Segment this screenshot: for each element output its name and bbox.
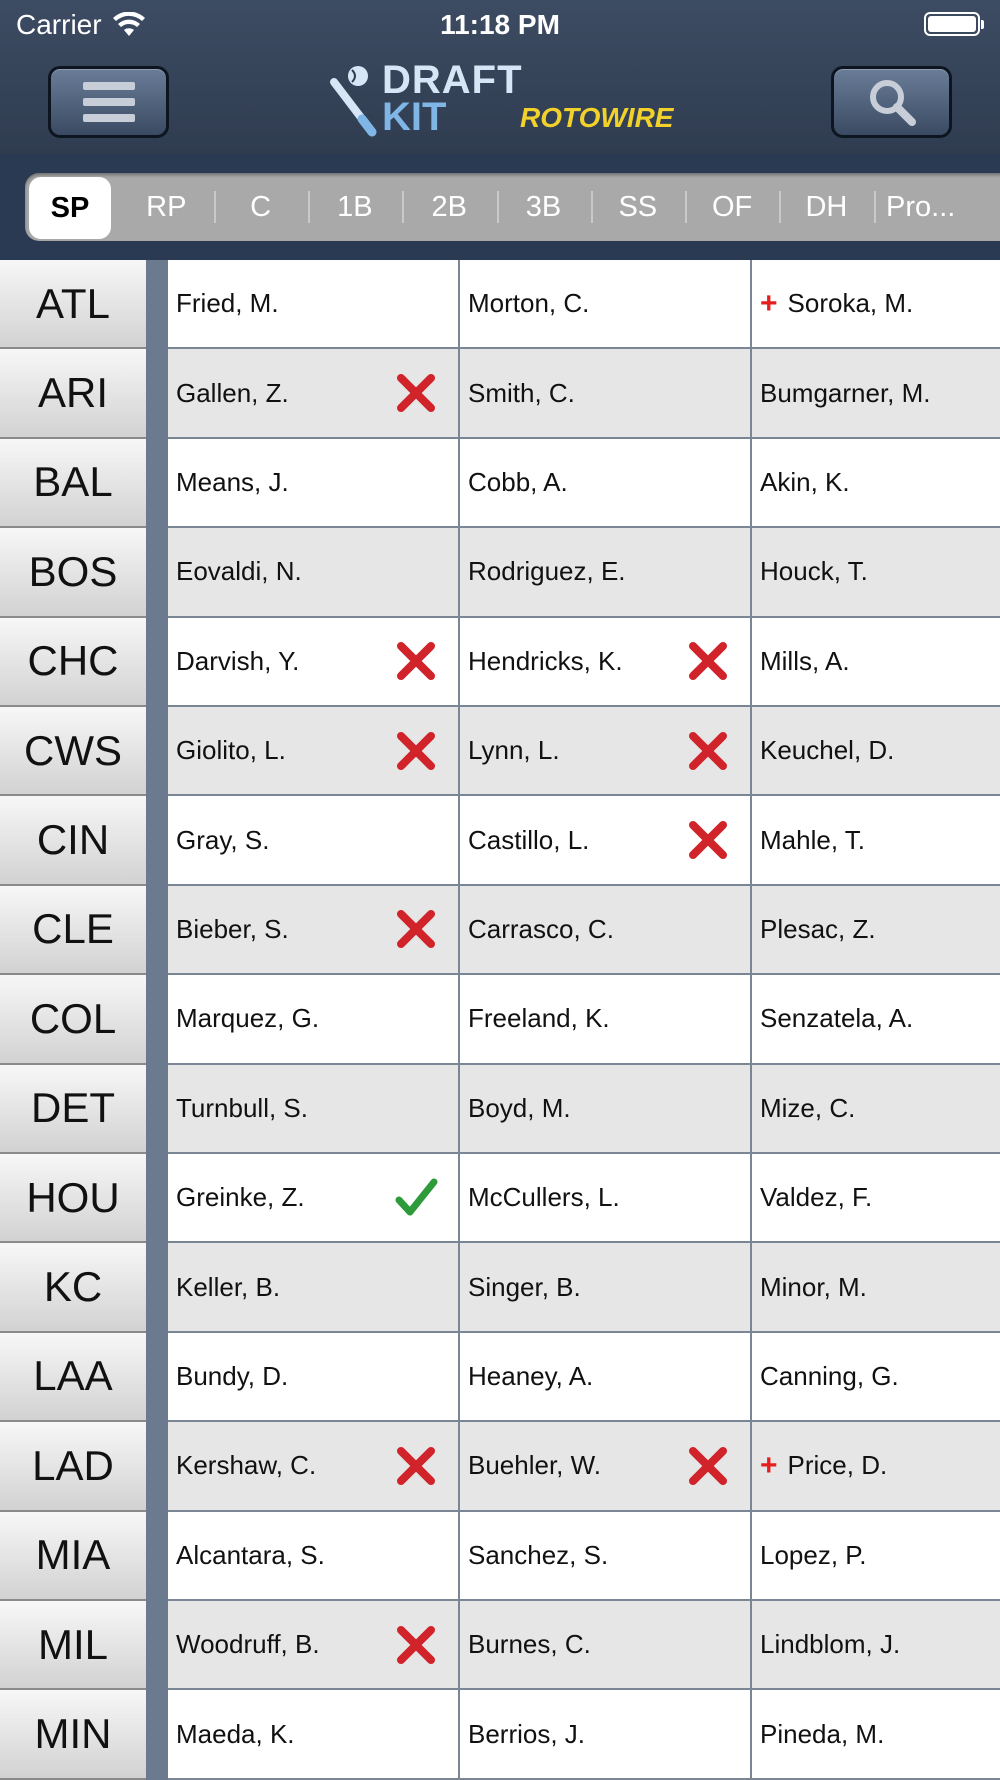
player-name: Valdez, F. bbox=[760, 1182, 873, 1213]
player-cell[interactable] bbox=[168, 1065, 460, 1154]
carrier-label: Carrier bbox=[16, 9, 146, 41]
player-name: Eovaldi, N. bbox=[176, 556, 302, 587]
player-cell[interactable] bbox=[460, 886, 752, 975]
player-name: Keuchel, D. bbox=[760, 735, 895, 766]
player-name: Maeda, K. bbox=[176, 1718, 295, 1749]
player-name: Sanchez, S. bbox=[468, 1539, 609, 1570]
team-row bbox=[0, 1690, 1000, 1779]
x-mark-icon bbox=[394, 371, 438, 415]
menu-button[interactable] bbox=[48, 66, 169, 138]
player-name: Bundy, D. bbox=[176, 1360, 289, 1391]
team-row bbox=[0, 975, 1000, 1064]
player-cell[interactable] bbox=[752, 1512, 1000, 1601]
player-name: Morton, C. bbox=[468, 288, 590, 319]
team-row bbox=[0, 260, 1000, 349]
column-divider bbox=[146, 1154, 168, 1243]
team-label[interactable]: CWS bbox=[0, 707, 146, 796]
player-cell[interactable] bbox=[460, 707, 752, 796]
x-mark-icon bbox=[394, 639, 438, 683]
column-divider bbox=[146, 1690, 168, 1779]
column-divider bbox=[146, 975, 168, 1064]
team-label[interactable]: MIN bbox=[0, 1690, 146, 1779]
player-name: Castillo, L. bbox=[468, 824, 590, 855]
team-row bbox=[0, 1243, 1000, 1332]
hamburger-icon bbox=[83, 82, 135, 122]
player-name: Boyd, M. bbox=[468, 1092, 571, 1123]
player-cell[interactable] bbox=[460, 1690, 752, 1779]
team-label[interactable]: MIL bbox=[0, 1601, 146, 1690]
player-cell[interactable] bbox=[168, 1154, 460, 1243]
player-name: Price, D. bbox=[787, 1450, 888, 1481]
player-name: Akin, K. bbox=[760, 466, 850, 497]
x-mark-icon bbox=[394, 907, 438, 951]
player-name: Smith, C. bbox=[468, 377, 575, 408]
player-cell[interactable] bbox=[460, 618, 752, 707]
team-row bbox=[0, 1422, 1000, 1511]
player-cell[interactable] bbox=[752, 1065, 1000, 1154]
team-label[interactable]: CHC bbox=[0, 618, 146, 707]
player-cell[interactable] bbox=[752, 707, 1000, 796]
player-cell[interactable] bbox=[460, 1333, 752, 1422]
player-cell[interactable] bbox=[752, 1154, 1000, 1243]
player-name: Fried, M. bbox=[176, 288, 279, 319]
status-bar bbox=[0, 0, 1000, 50]
player-cell[interactable] bbox=[752, 1690, 1000, 1779]
player-name: Lynn, L. bbox=[468, 735, 560, 766]
tab-dh[interactable]: DH bbox=[779, 173, 873, 241]
player-cell[interactable] bbox=[752, 1333, 1000, 1422]
player-name: Keller, B. bbox=[176, 1271, 281, 1302]
player-cell[interactable] bbox=[460, 260, 752, 349]
team-label[interactable]: LAD bbox=[0, 1422, 146, 1511]
player-cell[interactable] bbox=[752, 796, 1000, 885]
search-button[interactable] bbox=[831, 66, 952, 138]
player-name: Kershaw, C. bbox=[176, 1450, 317, 1481]
column-divider bbox=[146, 1422, 168, 1511]
column-divider bbox=[146, 1333, 168, 1422]
rotowire-logo: ROTOWIRE bbox=[520, 102, 674, 133]
team-label[interactable]: COL bbox=[0, 975, 146, 1064]
tab-1b[interactable]: 1B bbox=[308, 173, 402, 241]
player-cell[interactable] bbox=[752, 439, 1000, 528]
player-name: Pineda, M. bbox=[760, 1718, 885, 1749]
team-label[interactable]: KC bbox=[0, 1243, 146, 1332]
team-label[interactable]: ARI bbox=[0, 349, 146, 438]
player-cell[interactable] bbox=[460, 1512, 752, 1601]
player-cell[interactable] bbox=[460, 1243, 752, 1332]
tab-2b[interactable]: 2B bbox=[402, 173, 496, 241]
player-name: Darvish, Y. bbox=[176, 645, 300, 676]
team-label[interactable]: CLE bbox=[0, 886, 146, 975]
column-divider bbox=[146, 1601, 168, 1690]
bat-ball-icon bbox=[322, 64, 382, 140]
x-mark-icon bbox=[394, 729, 438, 773]
player-name: Plesac, Z. bbox=[760, 913, 876, 944]
player-cell[interactable] bbox=[168, 349, 460, 438]
player-name: Canning, G. bbox=[760, 1360, 899, 1391]
player-cell[interactable] bbox=[168, 1512, 460, 1601]
team-row bbox=[0, 707, 1000, 796]
status-time: 11:18 PM bbox=[440, 9, 560, 40]
player-name: Means, J. bbox=[176, 466, 289, 497]
player-cell[interactable] bbox=[168, 1690, 460, 1779]
checkmark-icon bbox=[394, 1176, 438, 1220]
player-cell[interactable] bbox=[168, 707, 460, 796]
player-name: Turnbull, S. bbox=[176, 1092, 308, 1123]
player-cell[interactable] bbox=[168, 439, 460, 528]
player-cell[interactable] bbox=[752, 886, 1000, 975]
team-label[interactable]: BOS bbox=[0, 528, 146, 617]
player-cell[interactable] bbox=[460, 439, 752, 528]
player-cell[interactable] bbox=[168, 618, 460, 707]
team-label[interactable]: LAA bbox=[0, 1333, 146, 1422]
team-row bbox=[0, 1154, 1000, 1243]
player-name: Rodriguez, E. bbox=[468, 556, 626, 587]
team-row bbox=[0, 1601, 1000, 1690]
app-header bbox=[0, 0, 1000, 154]
player-name: Buehler, W. bbox=[468, 1450, 601, 1481]
player-cell[interactable] bbox=[752, 1243, 1000, 1332]
player-name: Freeland, K. bbox=[468, 1003, 610, 1034]
player-cell[interactable] bbox=[168, 528, 460, 617]
column-divider bbox=[146, 439, 168, 528]
player-name: Woodruff, B. bbox=[176, 1629, 320, 1660]
player-name: Gray, S. bbox=[176, 824, 270, 855]
player-cell[interactable] bbox=[752, 975, 1000, 1064]
x-mark-icon bbox=[686, 818, 730, 862]
battery-icon bbox=[924, 12, 980, 36]
team-label[interactable]: CIN bbox=[0, 796, 146, 885]
team-row bbox=[0, 439, 1000, 528]
player-cell[interactable] bbox=[460, 796, 752, 885]
player-name: Mize, C. bbox=[760, 1092, 856, 1123]
player-cell[interactable] bbox=[460, 1422, 752, 1511]
x-mark-icon bbox=[394, 1623, 438, 1667]
player-cell[interactable] bbox=[460, 528, 752, 617]
column-divider bbox=[146, 1065, 168, 1154]
column-divider bbox=[146, 1512, 168, 1601]
player-name: Carrasco, C. bbox=[468, 913, 614, 944]
player-name: Lopez, P. bbox=[760, 1539, 867, 1570]
column-divider bbox=[146, 528, 168, 617]
search-icon bbox=[866, 76, 918, 128]
team-row bbox=[0, 1065, 1000, 1154]
player-cell[interactable] bbox=[460, 349, 752, 438]
player-name: Cobb, A. bbox=[468, 466, 568, 497]
team-label[interactable]: BAL bbox=[0, 439, 146, 528]
player-cell[interactable] bbox=[168, 975, 460, 1064]
tab-of[interactable]: OF bbox=[685, 173, 779, 241]
player-cell[interactable] bbox=[168, 1243, 460, 1332]
player-name: Senzatela, A. bbox=[760, 1003, 914, 1034]
player-cell[interactable] bbox=[168, 796, 460, 885]
position-tabs bbox=[25, 173, 1000, 241]
tab-ss[interactable]: SS bbox=[591, 173, 685, 241]
tab-c[interactable]: C bbox=[214, 173, 308, 241]
team-row bbox=[0, 886, 1000, 975]
player-cell[interactable] bbox=[168, 1333, 460, 1422]
player-cell[interactable] bbox=[752, 528, 1000, 617]
tab-3b[interactable]: 3B bbox=[497, 173, 591, 241]
player-cell[interactable] bbox=[752, 1422, 1000, 1511]
team-label[interactable]: DET bbox=[0, 1065, 146, 1154]
player-cell[interactable] bbox=[460, 1154, 752, 1243]
team-label[interactable]: ATL bbox=[0, 260, 146, 349]
player-cell[interactable] bbox=[460, 1065, 752, 1154]
player-cell[interactable] bbox=[168, 1601, 460, 1690]
column-divider bbox=[146, 260, 168, 349]
position-tab-strip bbox=[0, 154, 1000, 260]
team-row bbox=[0, 1512, 1000, 1601]
player-name: McCullers, L. bbox=[468, 1182, 620, 1213]
player-name: Singer, B. bbox=[468, 1271, 581, 1302]
column-divider bbox=[146, 796, 168, 885]
team-row bbox=[0, 1333, 1000, 1422]
player-cell[interactable] bbox=[168, 886, 460, 975]
x-mark-icon bbox=[686, 1444, 730, 1488]
player-name: Marquez, G. bbox=[176, 1003, 320, 1034]
team-row bbox=[0, 796, 1000, 885]
plus-icon: + bbox=[760, 1448, 778, 1482]
plus-icon: + bbox=[760, 286, 778, 320]
player-name: Gallen, Z. bbox=[176, 377, 289, 408]
tab-pro[interactable]: Pro... bbox=[874, 173, 968, 241]
player-cell[interactable] bbox=[168, 260, 460, 349]
team-row bbox=[0, 349, 1000, 438]
team-row bbox=[0, 618, 1000, 707]
player-name: Houck, T. bbox=[760, 556, 868, 587]
column-divider bbox=[146, 886, 168, 975]
player-name: Soroka, M. bbox=[787, 288, 914, 319]
player-cell[interactable] bbox=[460, 975, 752, 1064]
team-label[interactable]: MIA bbox=[0, 1512, 146, 1601]
player-cell[interactable] bbox=[460, 1601, 752, 1690]
player-name: Hendricks, K. bbox=[468, 645, 623, 676]
x-mark-icon bbox=[394, 1444, 438, 1488]
player-cell[interactable] bbox=[752, 1601, 1000, 1690]
player-cell[interactable] bbox=[168, 1422, 460, 1511]
player-name: Bieber, S. bbox=[176, 913, 289, 944]
column-divider bbox=[146, 618, 168, 707]
player-name: Berrios, J. bbox=[468, 1718, 586, 1749]
player-name: Alcantara, S. bbox=[176, 1539, 325, 1570]
player-name: Giolito, L. bbox=[176, 735, 286, 766]
player-name: Mahle, T. bbox=[760, 824, 866, 855]
team-label[interactable]: HOU bbox=[0, 1154, 146, 1243]
player-name: Burnes, C. bbox=[468, 1629, 591, 1660]
player-name: Mills, A. bbox=[760, 645, 850, 676]
player-name: Lindblom, J. bbox=[760, 1629, 901, 1660]
column-divider bbox=[146, 1243, 168, 1332]
player-name: Minor, M. bbox=[760, 1271, 867, 1302]
team-row bbox=[0, 528, 1000, 617]
player-cell[interactable] bbox=[752, 260, 1000, 349]
draft-kit-logo: DRAFT KIT ROTOWIRE bbox=[322, 62, 682, 142]
tab-sp[interactable]: SP bbox=[29, 177, 111, 239]
column-divider bbox=[146, 707, 168, 796]
player-cell[interactable] bbox=[752, 618, 1000, 707]
player-name: Greinke, Z. bbox=[176, 1182, 305, 1213]
x-mark-icon bbox=[686, 639, 730, 683]
tab-rp[interactable]: RP bbox=[146, 190, 187, 223]
player-name: Bumgarner, M. bbox=[760, 377, 931, 408]
player-cell[interactable] bbox=[752, 349, 1000, 438]
column-divider bbox=[146, 349, 168, 438]
x-mark-icon bbox=[686, 729, 730, 773]
player-name: Heaney, A. bbox=[468, 1360, 594, 1391]
